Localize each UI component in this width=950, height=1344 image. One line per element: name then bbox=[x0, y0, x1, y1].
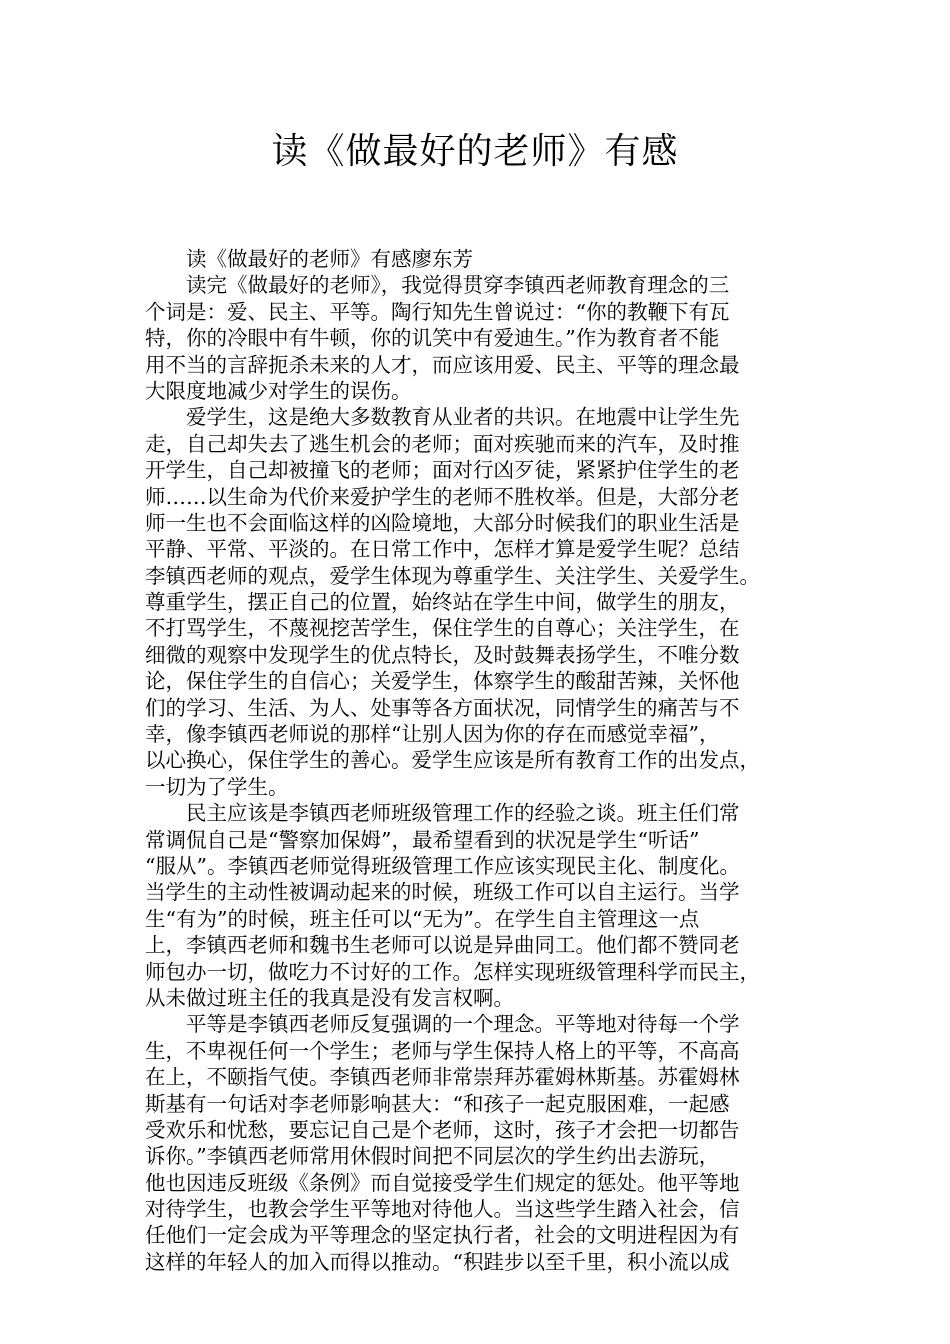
text-line: 当学生的主动性被调动起来的时候，班级工作可以自主运行。当学 bbox=[145, 880, 740, 905]
text-line: 在上，不颐指气使。李镇西老师非常崇拜苏霍姆林斯基。苏霍姆林 bbox=[145, 1065, 740, 1090]
text-line: 大限度地减少对学生的误伤。 bbox=[145, 378, 412, 403]
text-line: 上，李镇西老师和魏书生老师可以说是异曲同工。他们都不赞同老 bbox=[145, 933, 740, 958]
text-line: 生，不卑视任何一个学生；老师与学生保持人格上的平等，不高高 bbox=[145, 1038, 740, 1063]
text-line: 不打骂学生，不蔑视挖苦学生，保住学生的自尊心；关注学生，在 bbox=[145, 616, 740, 641]
text-line: 幸，像李镇西老师说的那样“让别人因为你的存在而感觉幸福”， bbox=[145, 722, 720, 747]
text-line: 这样的年轻人的加入而得以推动。“积跬步以至千里，积小流以成 bbox=[145, 1249, 730, 1274]
text-line: 从未做过班主任的我真是没有发言权啊。 bbox=[145, 985, 514, 1010]
text-line: 平静、平常、平淡的。在日常工作中，怎样才算是爱学生呢？总结 bbox=[145, 537, 740, 562]
text-line: 受欢乐和忧愁，要忘记自己是个老师，这时，孩子才会把一切都告 bbox=[145, 1117, 740, 1142]
text-line: 一切为了学生。 bbox=[145, 774, 289, 799]
text-line: 以心换心，保住学生的善心。爱学生应该是所有教育工作的出发点， bbox=[145, 748, 760, 773]
body-paragraph bbox=[145, 800, 815, 1011]
text-line: 对待学生，也教会学生平等地对待他人。当这些学生踏入社会，信 bbox=[145, 1197, 740, 1222]
text-line: 读完《做最好的老师》，我觉得贯穿李镇西老师教育理念的三 bbox=[186, 273, 730, 298]
byline-paragraph bbox=[145, 246, 815, 272]
body-paragraph bbox=[145, 1011, 815, 1275]
text-line: 常调侃自己是“警察加保姆”，最希望看到的状况是学生“听话” bbox=[145, 827, 700, 852]
body-paragraph bbox=[145, 272, 815, 404]
text-line: 读《做最好的老师》有感廖东芳 bbox=[186, 247, 473, 271]
text-line: 任他们一定会成为平等理念的坚定执行者，社会的文明进程因为有 bbox=[145, 1223, 740, 1248]
text-line: 开学生，自己却被撞飞的老师；面对行凶歹徒，紧紧护住学生的老 bbox=[145, 458, 740, 483]
text-line: 用不当的言辞扼杀未来的人才，而应该用爱、民主、平等的理念最 bbox=[145, 352, 740, 377]
text-line: 他也因违反班级《条例》而自觉接受学生们规定的惩处。他平等地 bbox=[145, 1170, 740, 1195]
text-line: 论，保住学生的自信心；关爱学生，体察学生的酸甜苦辣，关怀他 bbox=[145, 669, 740, 694]
text-line: 师一生也不会面临这样的凶险境地，大部分时候我们的职业生活是 bbox=[145, 510, 740, 535]
text-line: 斯基有一句话对李老师影响甚大：“和孩子一起克服困难，一起感 bbox=[145, 1091, 730, 1116]
text-line: 师包办一切，做吃力不讨好的工作。怎样实现班级管理科学而民主， bbox=[145, 959, 760, 984]
text-line: 个词是：爱、民主、平等。陶行知先生曾说过：“你的教鞭下有瓦 bbox=[145, 299, 730, 324]
text-line: 爱学生，这是绝大多数教育从业者的共识。在地震中让学生先 bbox=[186, 405, 740, 430]
text-line: 生“有为”的时候，班主任可以“无为”。在学生自主管理这一点 bbox=[145, 906, 700, 931]
text-line: 们的学习、生活、为人、处事等各方面状况，同情学生的痛苦与不 bbox=[145, 695, 740, 720]
body-paragraph bbox=[145, 404, 815, 800]
text-line: 走，自己却失去了逃生机会的老师；面对疾驰而来的汽车，及时推 bbox=[145, 431, 740, 456]
text-line: 特，你的冷眼中有牛顿，你的讥笑中有爱迪生。”作为教育者不能 bbox=[145, 326, 720, 351]
text-line: 李镇西老师的观点，爱学生体现为尊重学生、关注学生、关爱学生。 bbox=[145, 563, 760, 588]
text-line: “服从”。李镇西老师觉得班级管理工作应该实现民主化、制度化。 bbox=[145, 853, 740, 878]
text-line: 民主应该是李镇西老师班级管理工作的经验之谈。班主任们常 bbox=[186, 801, 740, 826]
document-body bbox=[145, 246, 815, 1275]
text-line: 师……以生命为代价来爱护学生的老师不胜枚举。但是，大部分老 bbox=[145, 484, 740, 509]
text-line: 诉你。”李镇西老师常用休假时间把不同层次的学生约出去游玩， bbox=[145, 1144, 720, 1169]
text-line: 尊重学生，摆正自己的位置，始终站在学生中间，做学生的朋友， bbox=[145, 590, 740, 615]
text-line: 平等是李镇西老师反复强调的一个理念。平等地对待每一个学 bbox=[186, 1012, 740, 1037]
document-title: 读《做最好的老师》有感 bbox=[271, 131, 679, 172]
text-line: 细微的观察中发现学生的优点特长，及时鼓舞表扬学生，不唯分数 bbox=[145, 642, 740, 667]
